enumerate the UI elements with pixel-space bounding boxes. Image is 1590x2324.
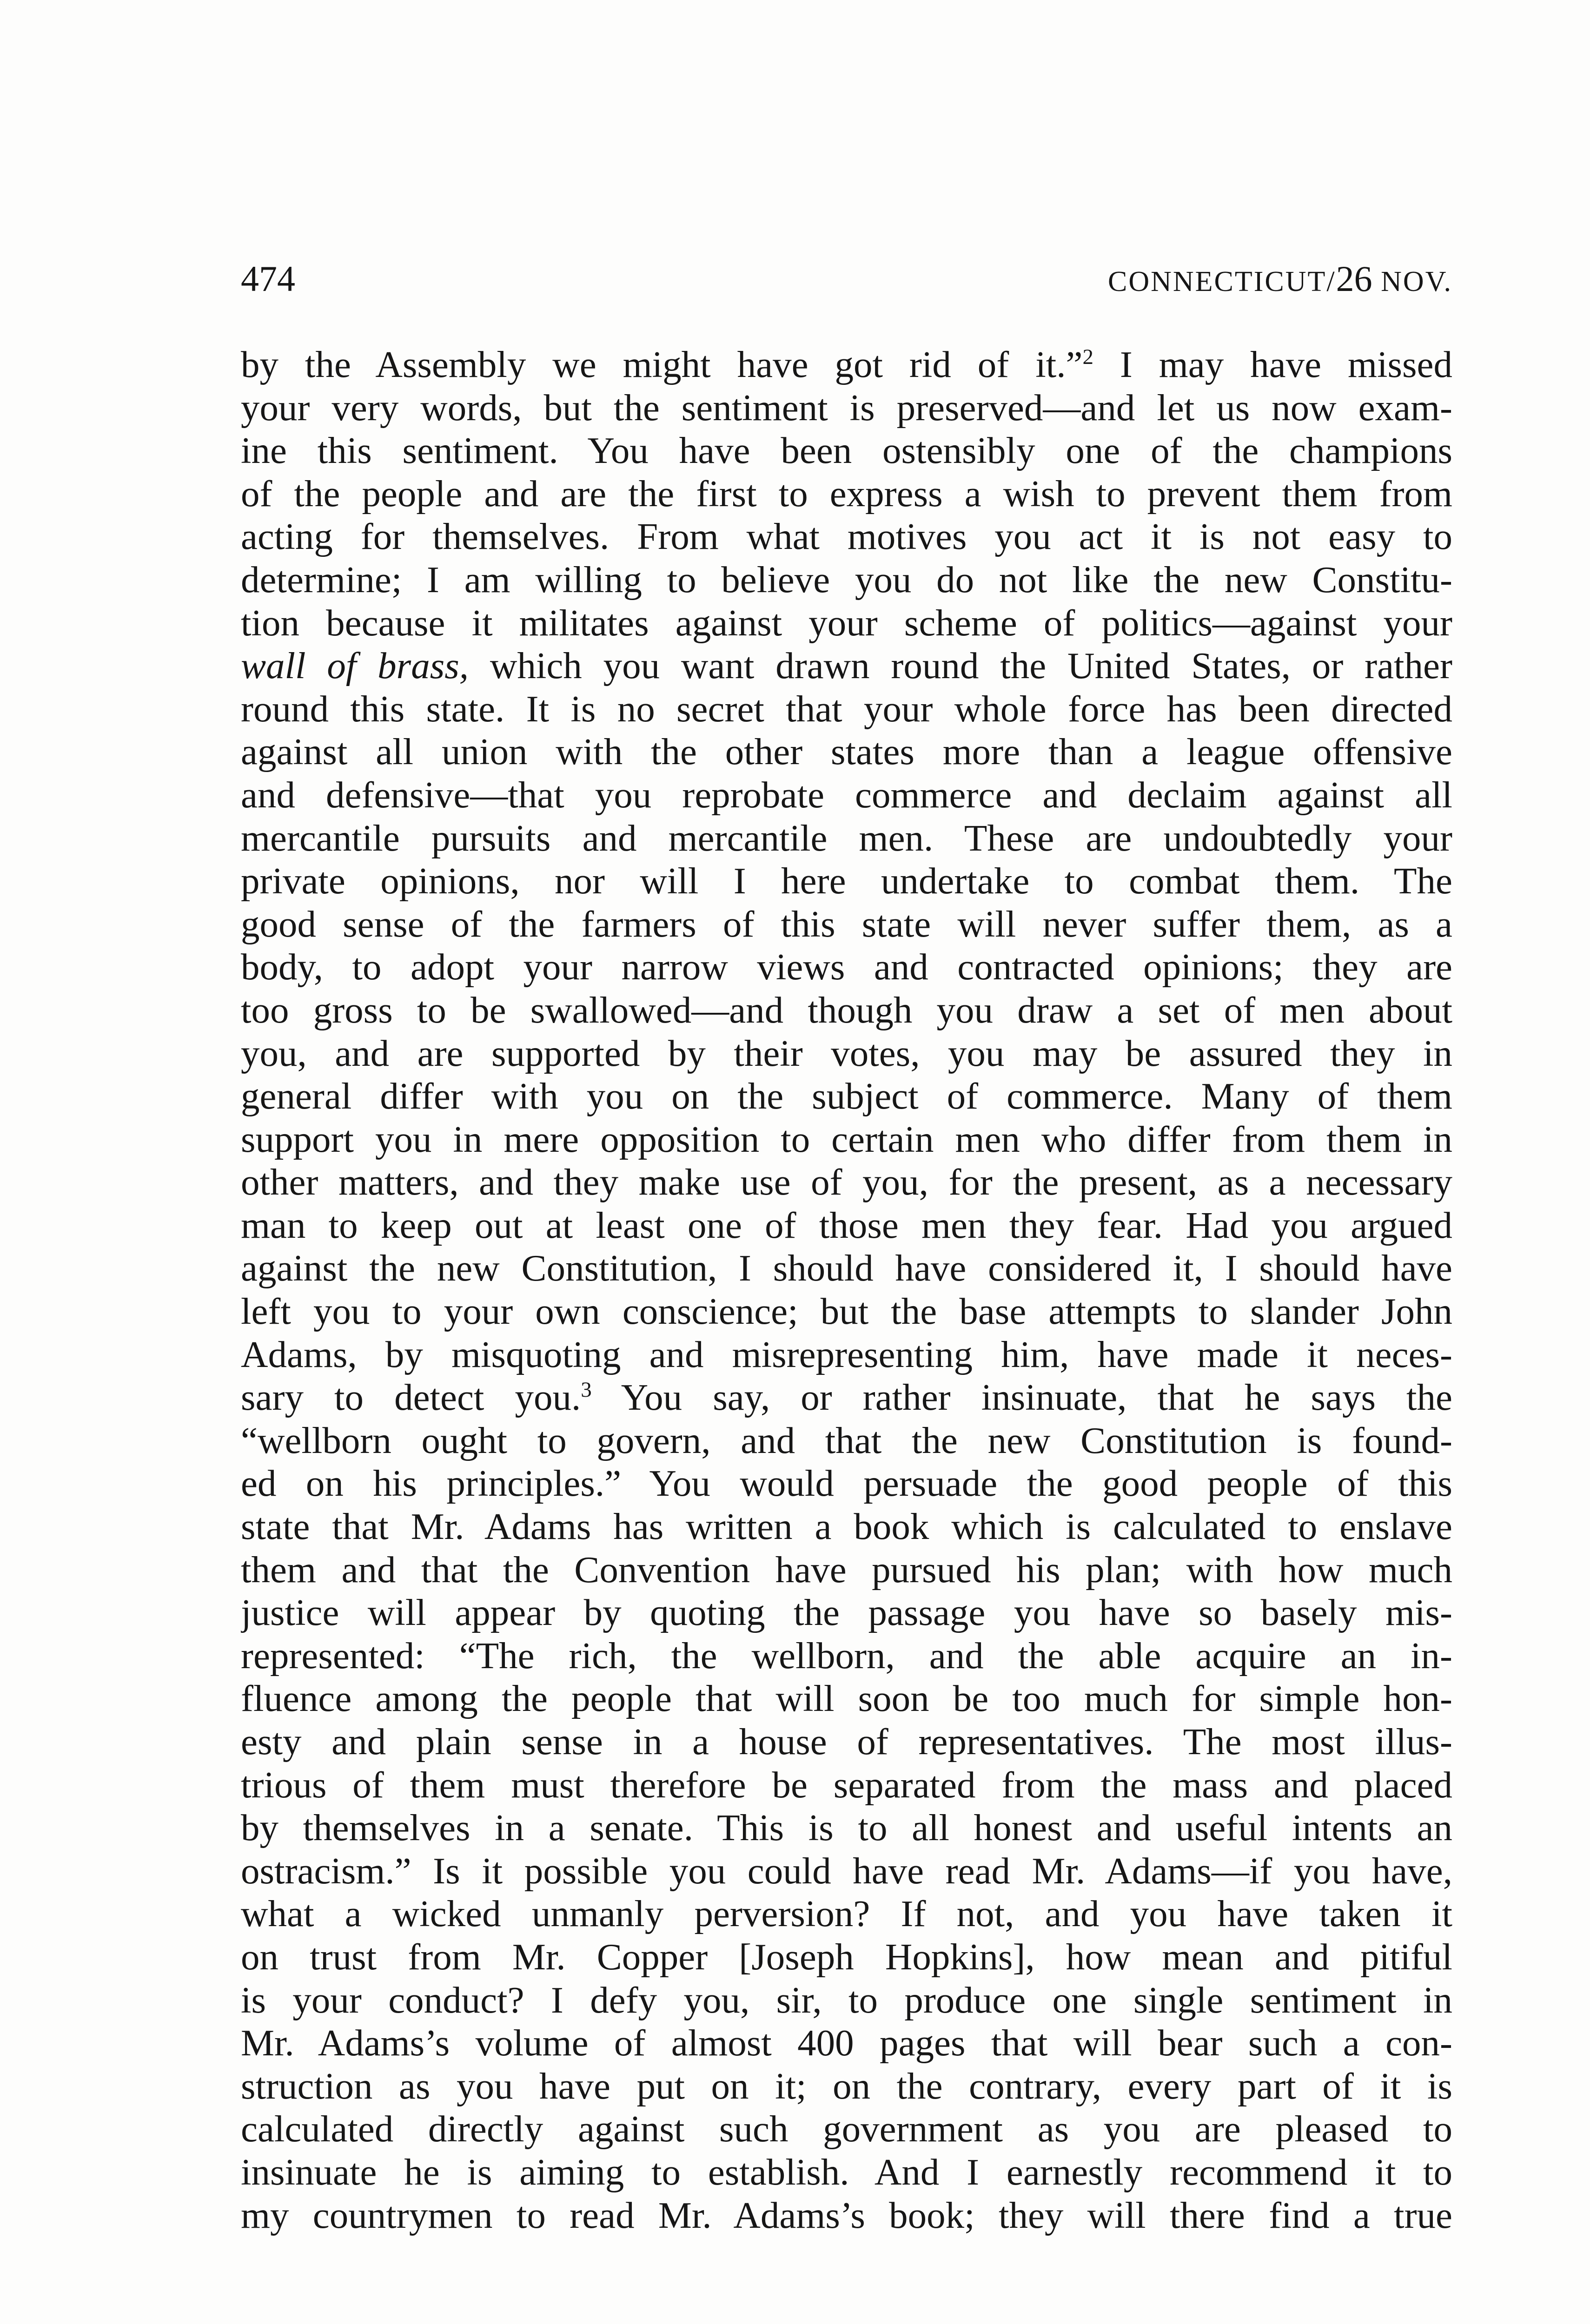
text-line: what a wicked unmanly perversion? If not, and you have taken it <box>241 1893 1452 1935</box>
text-line: my countrymen to read Mr. Adams’s book; they will there find a true <box>241 2194 1452 2236</box>
text-line: trious of them must therefore be separated from the mass and placed <box>241 1763 1452 1806</box>
text-line: “wellborn ought to govern, and that the new Constitution is found- <box>241 1419 1452 1461</box>
footnote-ref-2: 2 <box>1082 344 1093 369</box>
text-line: Mr. Adams’s volume of almost 400 pages that will bear such a con- <box>241 2022 1452 2064</box>
text-line: round this state. It is no secret that your whole force has been directed <box>241 687 1452 730</box>
text-line: body, to adopt your narrow views and contracted opinions; they are <box>241 946 1452 988</box>
footnote-ref-3: 3 <box>581 1378 592 1402</box>
section-title-day: 26 <box>1336 258 1372 299</box>
text-line: other matters, and they make use of you, for the present, as a necessary <box>241 1161 1452 1203</box>
text-line: by themselves in a senate. This is to all honest and useful intents an <box>241 1807 1452 1849</box>
text-line: you, and are supported by their votes, you may be assured they in <box>241 1032 1452 1074</box>
text-line: support you in mere opposition to certain men who differ from them in <box>241 1118 1452 1160</box>
text-line: against all union with the other states more than a league offensive <box>241 731 1452 773</box>
text-line: ine this sentiment. You have been ostensibly one of the champions <box>241 429 1452 472</box>
text-line: esty and plain sense in a house of representatives. The most illus- <box>241 1721 1452 1763</box>
text-line: is your conduct? I defy you, sir, to produce one single sentiment in <box>241 1979 1452 2021</box>
text-segment: which you want drawn round the United States, or rather <box>469 645 1452 687</box>
text-line: on trust from Mr. Copper [Joseph Hopkins], how mean and pitiful <box>241 1935 1452 1978</box>
text-line: ostracism.” Is it possible you could have read Mr. Adams—if you have, <box>241 1849 1452 1892</box>
body-text <box>241 343 1452 2237</box>
text-line <box>241 1376 1452 1419</box>
section-title-month: NOV. <box>1372 266 1452 297</box>
text-line: represented: “The rich, the wellborn, and the able acquire an in- <box>241 1634 1452 1677</box>
text-line: general differ with you on the subject of commerce. Many of them <box>241 1075 1452 1117</box>
text-line: them and that the Convention have pursued his plan; with how much <box>241 1548 1452 1591</box>
text-line: struction as you have put on it; on the contrary, every part of it is <box>241 2065 1452 2107</box>
text-line: and defensive—that you reprobate commerce and declaim against all <box>241 773 1452 816</box>
text-line: calculated directly against such government as you are pleased to <box>241 2108 1452 2150</box>
text-line: insinuate he is aiming to establish. And I earnestly recommend it to <box>241 2151 1452 2193</box>
text-line: against the new Constitution, I should have considered it, I should have <box>241 1247 1452 1289</box>
text-segment: by the Assembly we might have got rid of it.” <box>241 343 1083 385</box>
text-line <box>241 644 1452 687</box>
text-segment: I may have missed <box>1093 343 1452 385</box>
italic-phrase: wall of brass, <box>241 645 469 687</box>
text-segment: You say, or rather insinuate, that he says the <box>591 1376 1452 1419</box>
text-segment: sary to detect you. <box>241 1376 581 1419</box>
text-line: your very words, but the sentiment is preserved—and let us now exam- <box>241 386 1452 429</box>
section-title <box>1108 251 1452 310</box>
text-line: acting for themselves. From what motives you act it is not easy to <box>241 515 1452 558</box>
section-title-state: CONNECTICUT/ <box>1108 266 1336 297</box>
text-line <box>241 343 1452 386</box>
text-line: left you to your own conscience; but the base attempts to slander John <box>241 1290 1452 1333</box>
text-line: tion because it militates against your scheme of politics—against your <box>241 601 1452 644</box>
text-line: man to keep out at least one of those men they fear. Had you argued <box>241 1204 1452 1246</box>
text-line: state that Mr. Adams has written a book which is calculated to enslave <box>241 1505 1452 1548</box>
text-line: fluence among the people that will soon be too much for simple hon- <box>241 1677 1452 1720</box>
text-line: ed on his principles.” You would persuade the good people of this <box>241 1462 1452 1505</box>
text-line: justice will appear by quoting the passage you have so basely mis- <box>241 1591 1452 1634</box>
text-line: good sense of the farmers of this state will never suffer them, as a <box>241 903 1452 945</box>
text-line: of the people and are the first to express a wish to prevent them from <box>241 472 1452 515</box>
text-line: too gross to be swallowed—and though you draw a set of men about <box>241 989 1452 1031</box>
running-head <box>241 251 1452 307</box>
page-number: 474 <box>241 258 295 299</box>
text-line: mercantile pursuits and mercantile men. These are undoubtedly your <box>241 817 1452 859</box>
text-line: private opinions, nor will I here undertake to combat them. The <box>241 860 1452 902</box>
text-line: determine; I am willing to believe you do not like the new Constitu- <box>241 558 1452 601</box>
text-line: Adams, by misquoting and misrepresenting him, have made it neces- <box>241 1333 1452 1375</box>
